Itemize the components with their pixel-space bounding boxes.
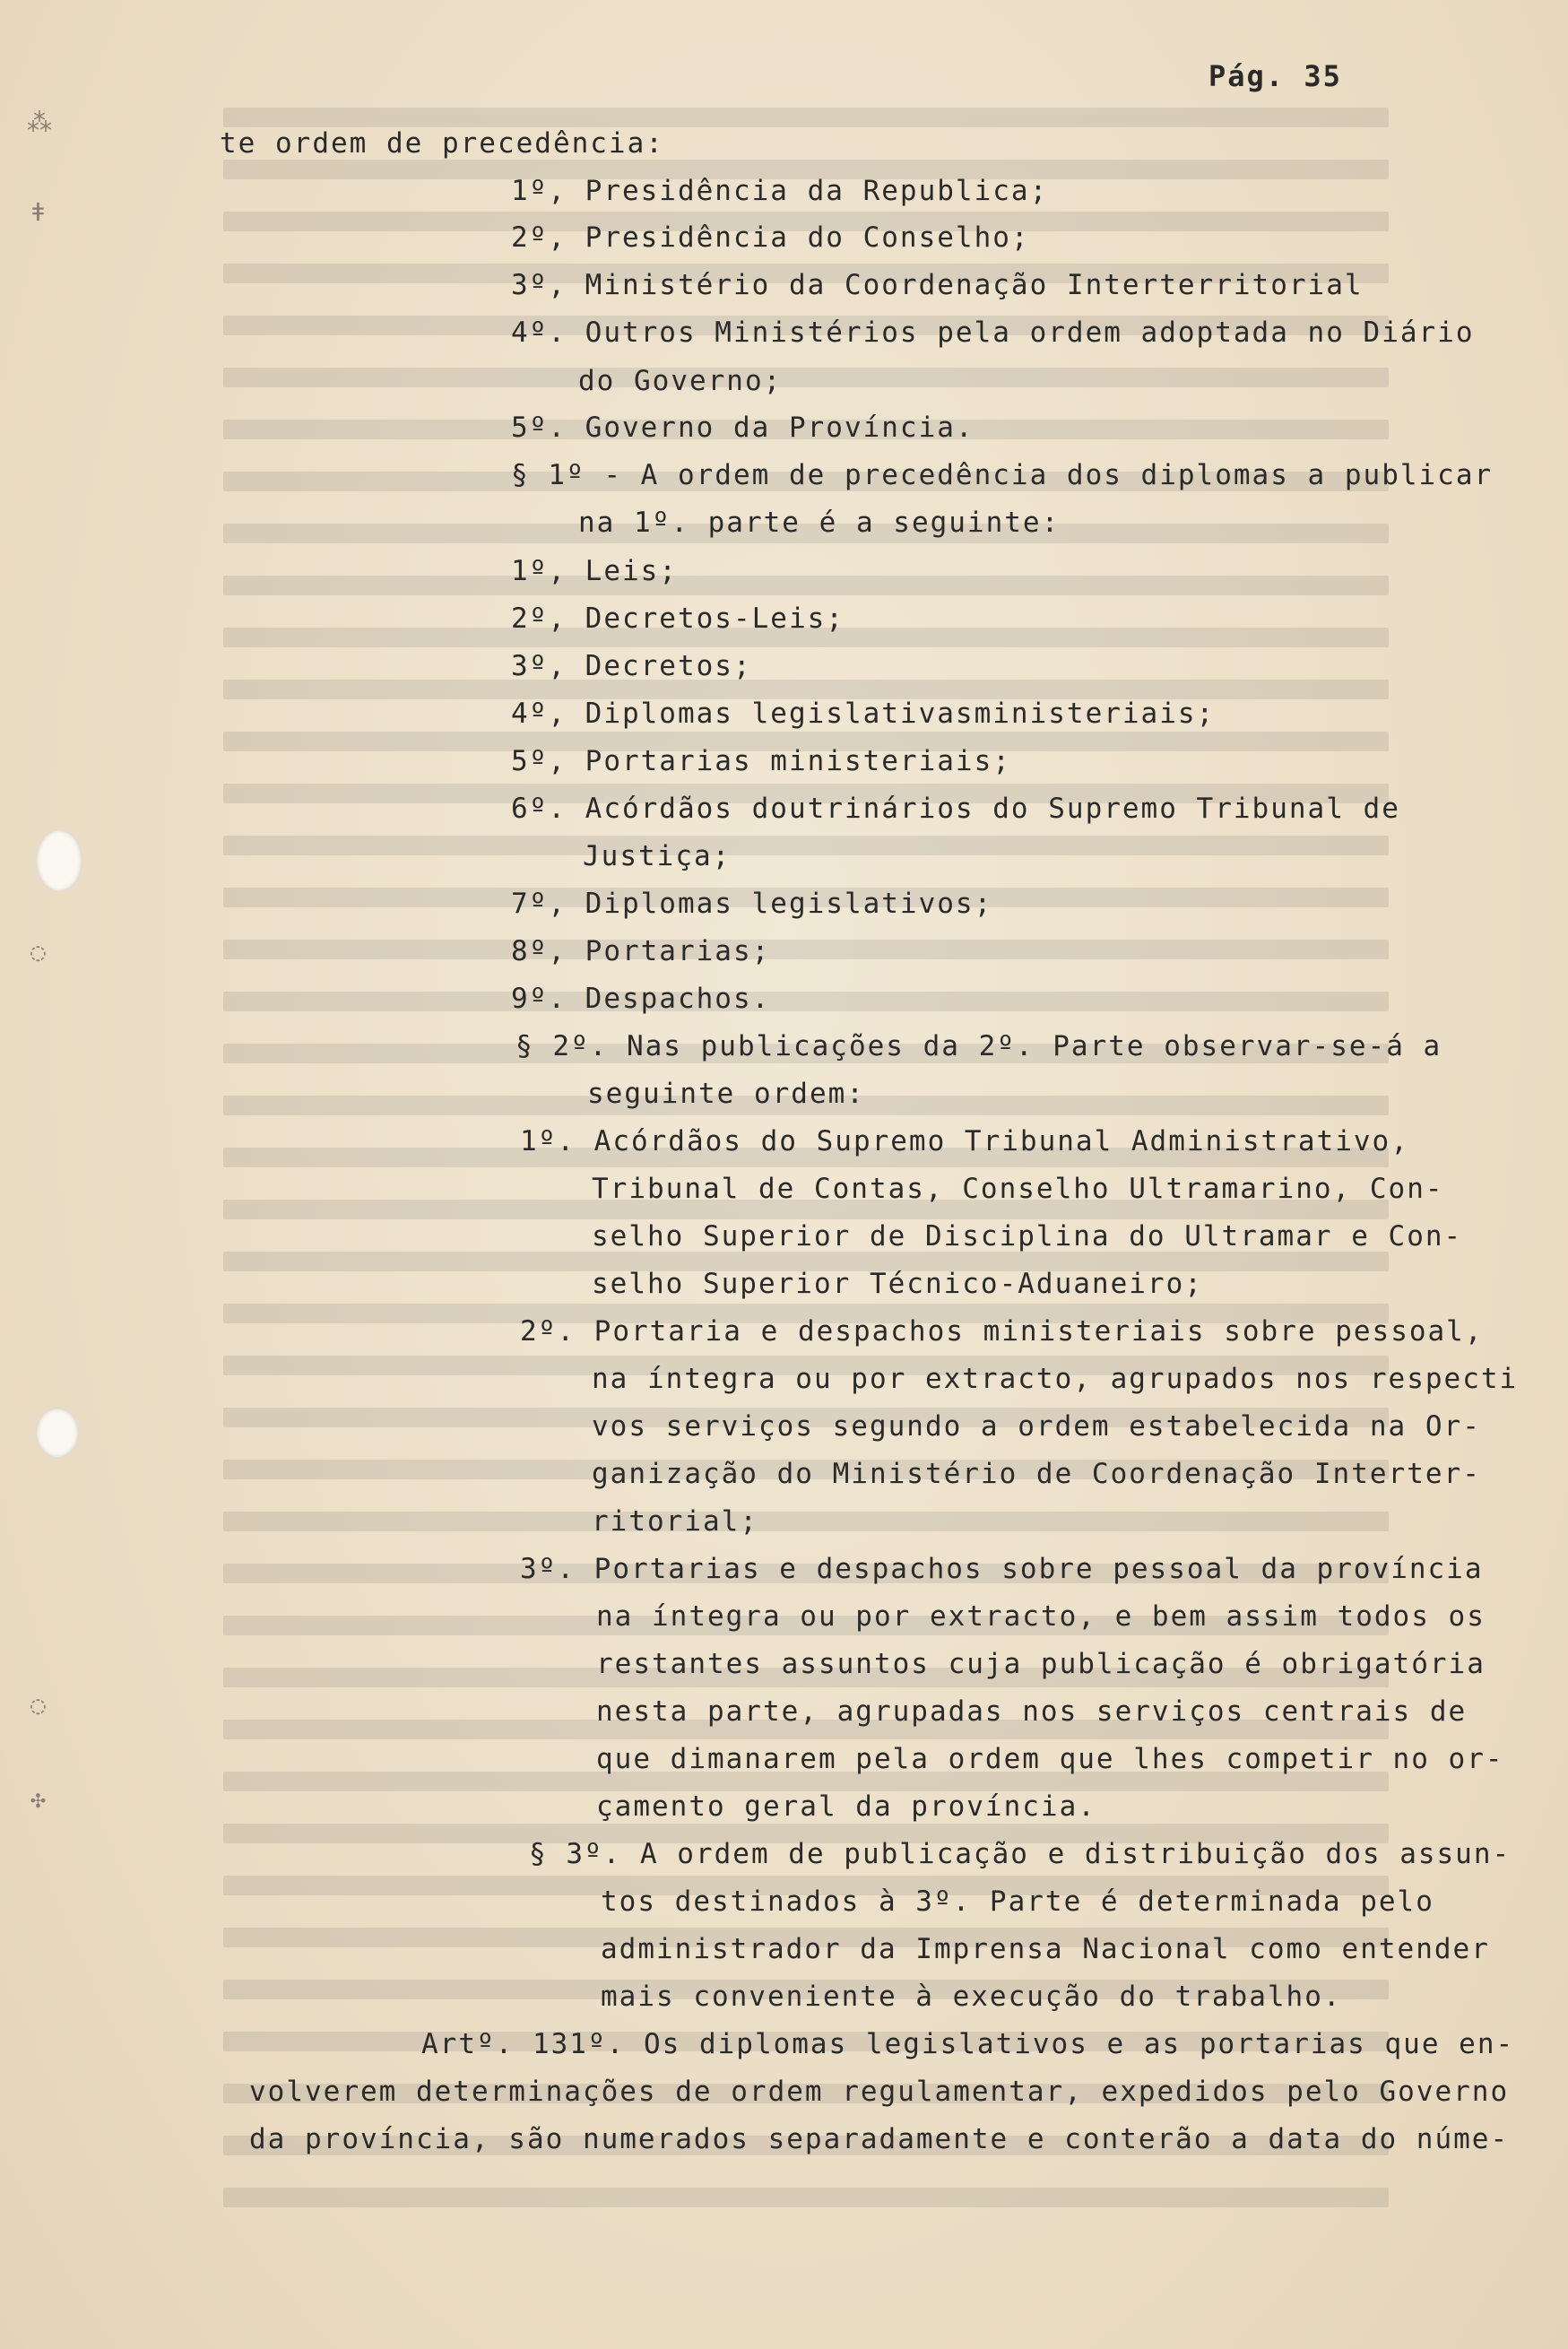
text-line: da província, são numerados separadamente e conterão a data do núme- [249,2123,1510,2155]
text-line: nesta parte, agrupadas nos serviços centrais de [596,1695,1468,1728]
text-line: 1º, Presidência da Republica; [511,175,1049,207]
text-line: Tribunal de Contas, Conselho Ultramarino, Con- [592,1173,1444,1205]
edge-mark: ǂ [30,197,46,227]
text-line: mais conveniente à execução do trabalho. [601,1981,1342,2013]
text-line: 4º, Diplomas legislativasministeriais; [511,698,1216,730]
text-line: na 1º. parte é a seguinte: [578,507,1061,539]
text-line: 1º. Acórdãos do Supremo Tribunal Administrativo, [520,1125,1409,1157]
text-line: 5º. Governo da Província. [511,412,975,444]
text-line: volverem determinações de ordem regulamentar, expedidos pelo Governo [249,2076,1510,2108]
text-line: 6º. Acórdãos doutrinários do Supremo Tribunal de [511,793,1400,825]
text-line: 3º, Decretos; [511,650,752,682]
text-line: 7º, Diplomas legislativos; [511,888,993,920]
text-line: 8º, Portarias; [511,935,771,967]
text-line: que dimanarem pela ordem que lhes competir no or- [596,1743,1504,1775]
text-line: ganização do Ministério de Coordenação Interter- [592,1458,1481,1490]
edge-mark: ✣ [30,1784,46,1814]
text-line: na íntegra ou por extracto, agrupados nos respecti [592,1363,1519,1395]
text-line: na íntegra ou por extracto, e bem assim todos os [596,1600,1486,1633]
text-line: § 2º. Nas publicações da 2º. Parte observar-se-á a [515,1030,1442,1062]
text-line: 2º, Decretos-Leis; [511,602,845,635]
text-line: 2º, Presidência do Conselho; [511,221,1030,254]
text-line: 4º. Outros Ministérios pela ordem adoptada no Diário [511,316,1475,349]
text-line: te ordem de precedência: [220,127,664,160]
text-line: 5º, Portarias ministeriais; [511,745,1011,777]
text-line: selho Superior de Disciplina do Ultramar e Con- [592,1220,1463,1253]
text-line: ritorial; [592,1505,758,1538]
text-line: 1º, Leis; [511,555,678,587]
text-line: çamento geral da província. [596,1790,1096,1823]
edge-mark: ⁂ [27,108,52,137]
text-line: 3º, Ministério da Coordenação Interterritorial [511,269,1364,301]
edge-mark: ◌ [30,937,46,966]
punch-hole [36,1408,79,1458]
text-line: selho Superior Técnico-Aduaneiro; [592,1268,1203,1300]
page-number: Pág. 35 [1208,59,1342,93]
edge-mark: ◌ [30,1690,46,1720]
text-line: 9º. Despachos. [511,983,771,1015]
punch-hole [36,829,82,892]
text-line: § 3º. A ordem de publicação e distribuição dos assun- [529,1838,1512,1870]
text-line: do Governo; [578,365,783,397]
text-line: seguinte ordem: [587,1078,865,1110]
text-line: restantes assuntos cuja publicação é obrigatória [596,1648,1486,1680]
text-line: § 1º - A ordem de precedência dos diplomas a publicar [511,459,1494,491]
text-line: Justiça; [583,840,732,872]
text-line: 3º. Portarias e despachos sobre pessoal da província [520,1553,1484,1585]
text-line: vos serviços segundo a ordem estabelecida na Or- [592,1410,1481,1443]
text-line: tos destinados à 3º. Parte é determinada pelo [601,1885,1434,1918]
text-line: Artº. 131º. Os diplomas legislativos e as portarias que en- [421,2028,1515,2060]
text-line: administrador da Imprensa Nacional como entender [601,1933,1490,1965]
text-line: 2º. Portaria e despachos ministeriais sobre pessoal, [520,1315,1484,1348]
